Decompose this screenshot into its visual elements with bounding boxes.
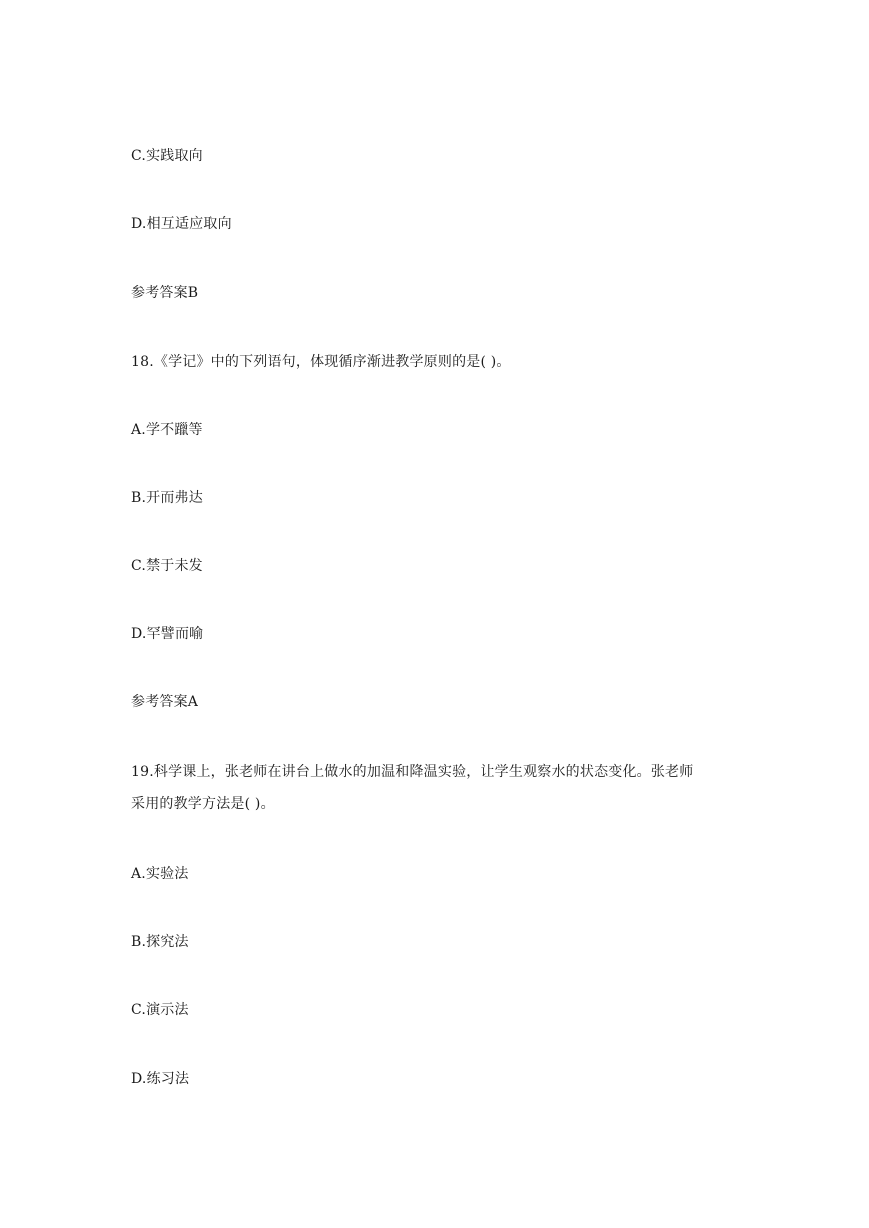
q17-option-c: C.实践取向 [131,148,203,164]
q18-answer: 参考答案A [131,694,199,710]
q19-option-b: B.探究法 [131,934,189,950]
q18-option-a: A.学不躐等 [131,422,203,438]
q18-option-c: C.禁于未发 [131,558,203,574]
q17-answer: 参考答案B [131,285,199,301]
q18-option-b: B.开而弗达 [131,490,203,506]
q19-option-c: C.演示法 [131,1002,189,1018]
q18-question: 18.《学记》中的下列语句，体现循序渐进教学原则的是( )。 [131,354,511,370]
q18-option-d: D.罕譬而喻 [131,626,204,642]
q19-question-line2: 采用的教学方法是( )。 [131,796,275,812]
q19-option-d: D.练习法 [131,1071,190,1087]
q19-option-a: A.实验法 [131,866,189,882]
q17-option-d: D.相互适应取向 [131,216,232,232]
q19-question-line1: 19.科学课上，张老师在讲台上做水的加温和降温实验，让学生观察水的状态变化。张老师 [131,764,694,780]
